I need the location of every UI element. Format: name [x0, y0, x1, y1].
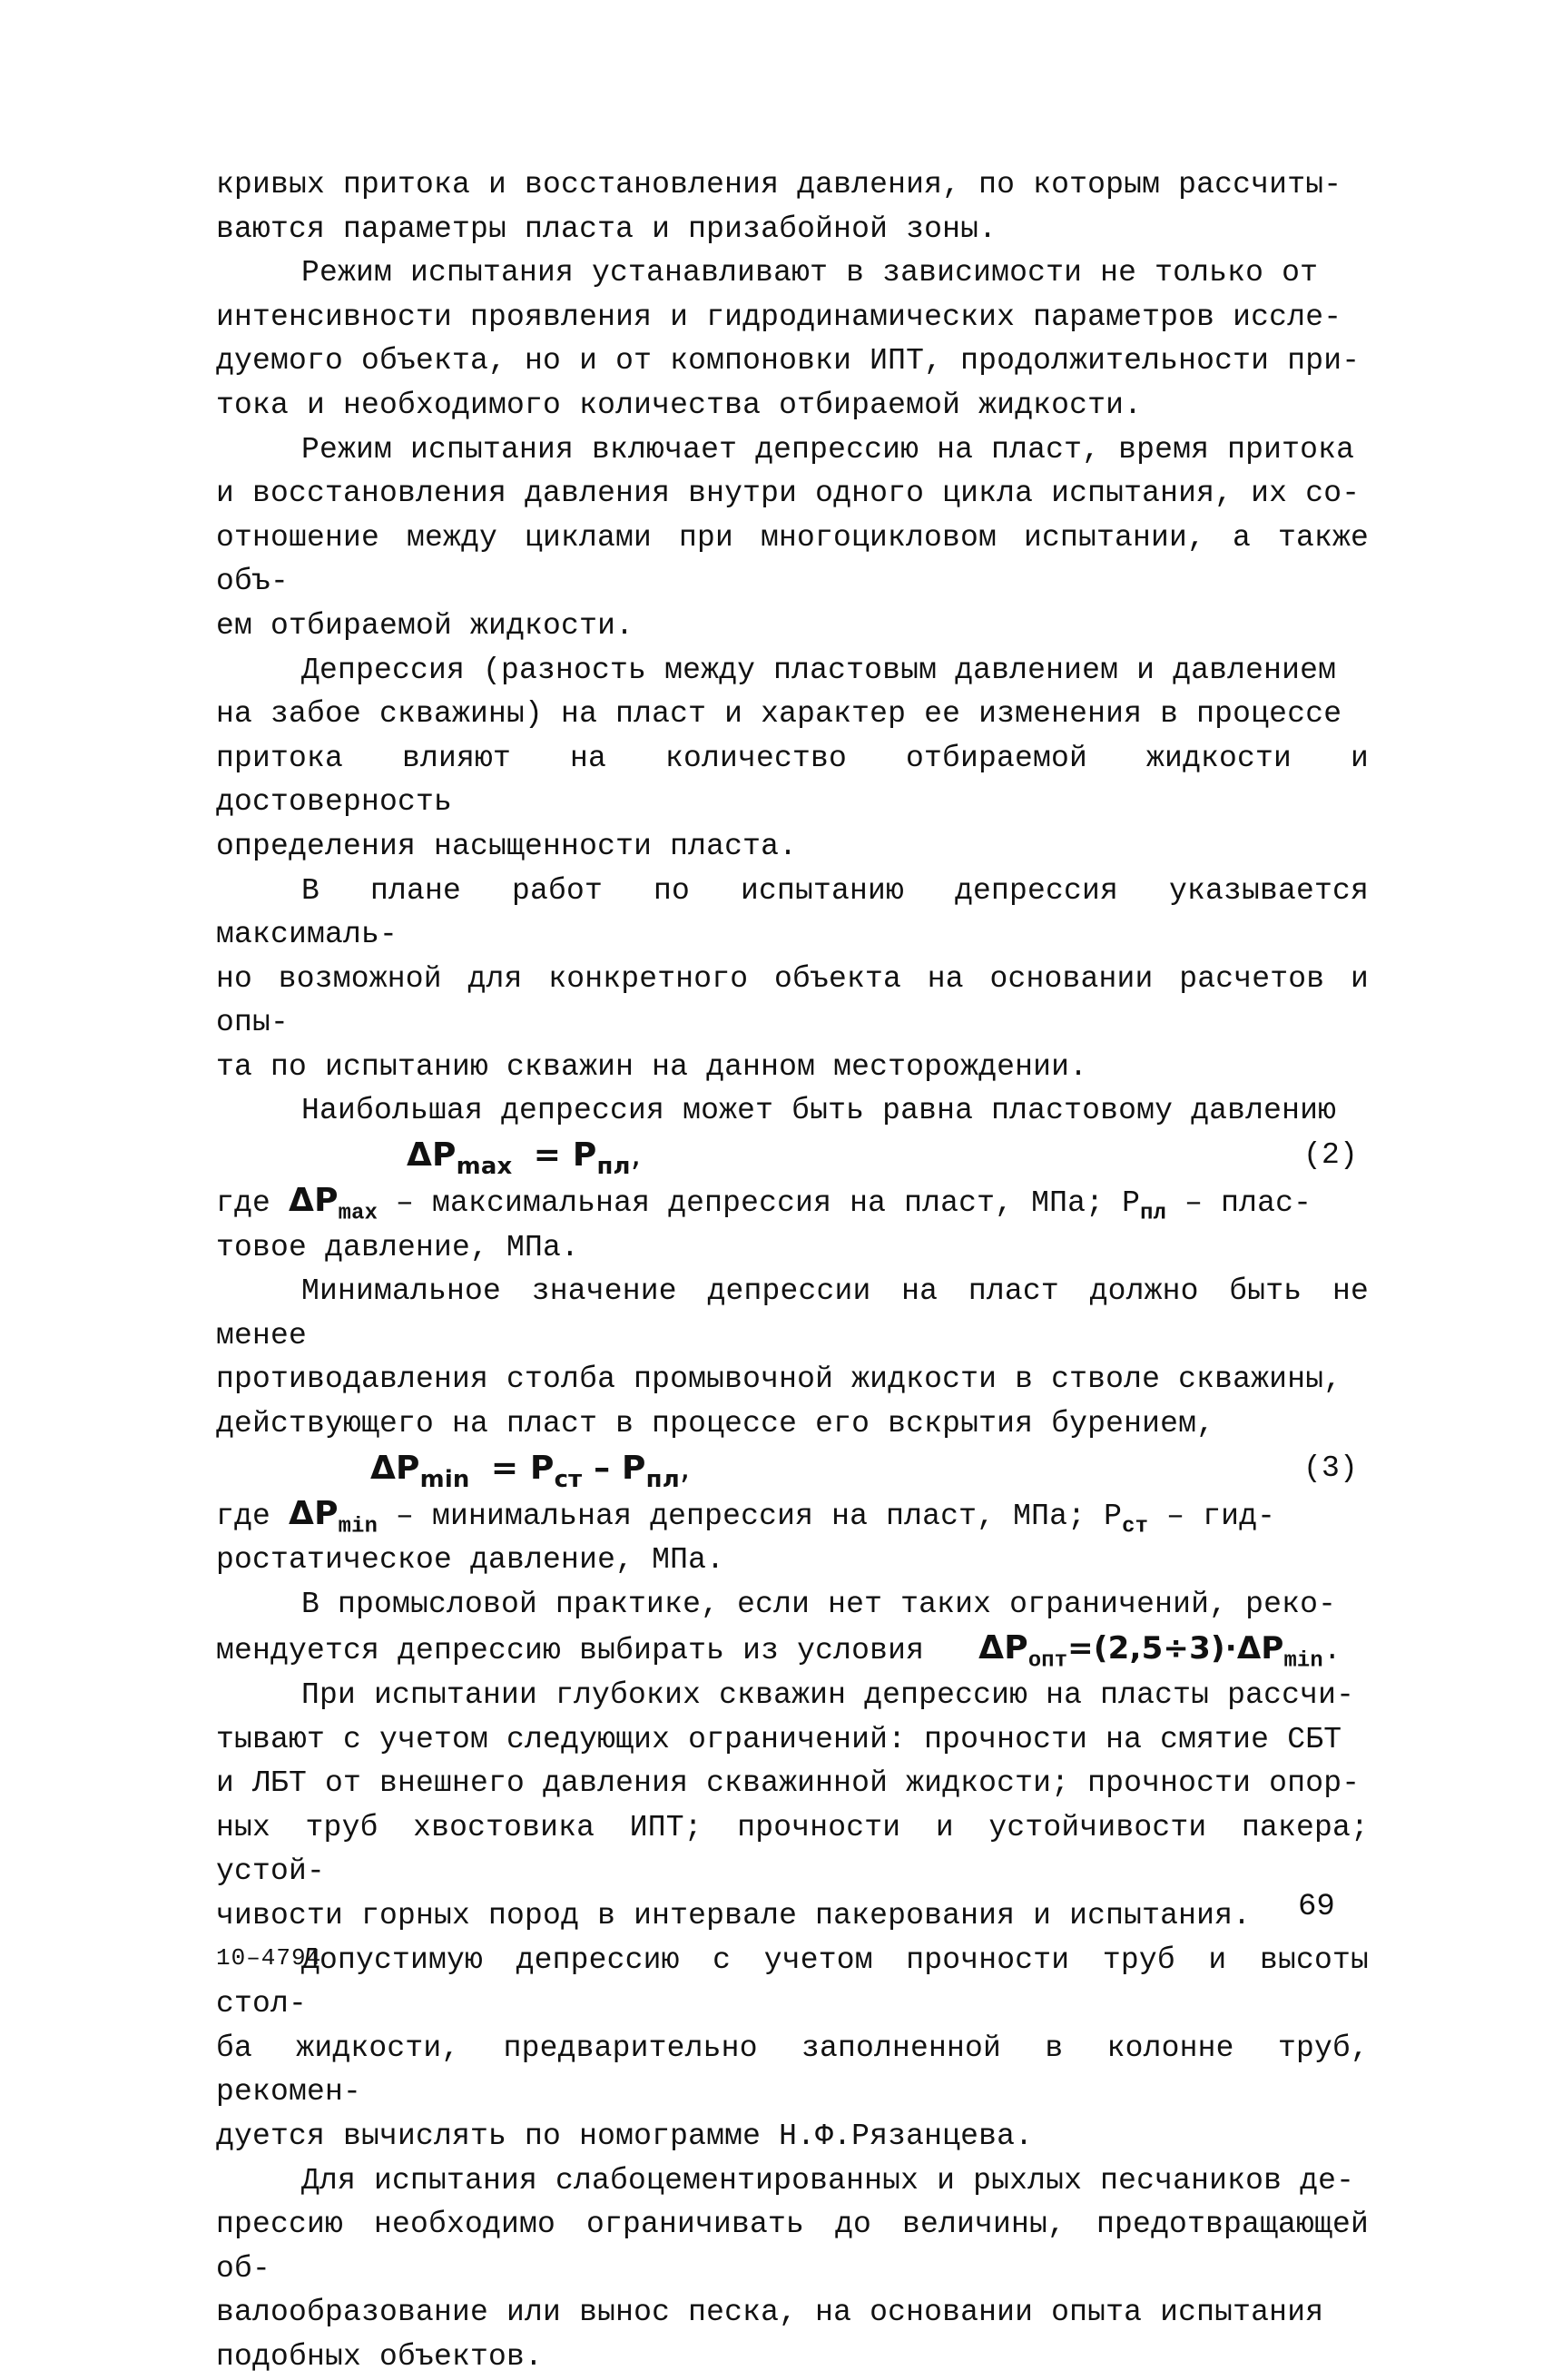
text-line: Допустимую депрессию с учетом прочности труб и высоты стол-: [216, 1942, 1369, 2021]
text-line: ных труб хвостовика ИПТ; прочности и устойчивости пакера; устой-: [216, 1810, 1369, 1889]
text-line: валообразование или вынос песка, на основании опыта испытания: [216, 2296, 1324, 2330]
text-line: Минимальное значение депрессии на пласт должно быть не менее: [216, 1274, 1369, 1352]
paragraph-6: [216, 1089, 1369, 1134]
paragraph-2: [216, 251, 1369, 428]
text-line: ростатическое давление, МПа.: [216, 1543, 725, 1578]
paragraph-3: [216, 428, 1369, 649]
text-line: кривых притока и восстановления давления, по которым рассчиты-: [216, 168, 1342, 202]
text-line: отношение между циклами при многоцикловом испытании, а также объ-: [216, 520, 1369, 599]
text-line: ба жидкости, предварительно заполненной в колонне труб, рекомен-: [216, 2031, 1369, 2110]
equation-number: (2): [1302, 1138, 1358, 1173]
body-text: [216, 163, 1369, 2380]
text-line: ем отбираемой жидкости.: [216, 608, 634, 643]
text-line: ваются параметры пласта и призабойной зоны.: [216, 211, 998, 246]
where-clause-2: где $\Delta P_{max}$ – максимальная депрессия на пласт, МПа; $P_{пл}$ – плас- товое давление, МПа.: [216, 1179, 1369, 1270]
text-line: товое давление, МПа.: [216, 1230, 580, 1264]
paragraph-5: [216, 870, 1369, 1090]
text-line: Депрессия (разность между пластовым давлением и давлением: [301, 653, 1337, 687]
text-line: на забое скважины) на пласт и характер ее изменения в процессе: [216, 697, 1342, 732]
text-line: дуемого объекта, но и от компоновки ИПТ, продолжительности при-: [216, 344, 1361, 379]
text-line: Режим испытания включает депрессию на пласт, время притока: [301, 432, 1355, 467]
text-line: действующего на пласт в процессе его вскрытия бурением,: [216, 1407, 1215, 1441]
text-line: но возможной для конкретного объекта на основании расчетов и опы-: [216, 961, 1369, 1040]
text-line: та по испытанию скважин на данном месторождении.: [216, 1049, 1088, 1084]
text-line: Наибольшая депрессия может быть равна пластовому давлению: [301, 1094, 1337, 1128]
text-line: и восстановления давления внутри одного цикла испытания, их со-: [216, 477, 1361, 511]
text-line: мендуется депрессию выбирать из условия $\Delta P_{опт}=(2,5\div 3)\cdot\Delta P_{min}$.: [216, 1629, 1342, 1674]
page-number: 69: [1298, 1890, 1335, 1924]
paragraph-7: [216, 1270, 1369, 1446]
paragraph-1: [216, 163, 1369, 251]
paragraph-9: [216, 1674, 1369, 1939]
text-line: интенсивности проявления и гидродинамических параметров иссле-: [216, 300, 1342, 334]
paragraph-10: [216, 1939, 1369, 2159]
text-line: тывают с учетом следующих ограничений: прочности на смятие СБТ: [216, 1722, 1342, 1756]
formula-expression: $\Delta P_{max} = P_{пл}$,: [407, 1136, 642, 1181]
where-clause-3: где $\Delta P_{min}$ – минимальная депрессия на пласт, МПа; $P_{ст} - гид-$ ростатическое давление, МПа.: [216, 1492, 1369, 1583]
equation-number: (3): [1302, 1451, 1358, 1485]
text-line: определения насыщенности пласта.: [216, 829, 798, 863]
paragraph-11: [216, 2159, 1369, 2380]
text-line: При испытании глубоких скважин депрессию на пласты рассчи-: [301, 1678, 1355, 1712]
formula-expression: $\Delta P_{min} = P_{ст} - P_{пл}$,: [370, 1449, 691, 1493]
text-line: тока и необходимого количества отбираемой жидкости.: [216, 388, 1143, 422]
formula-2: [216, 1134, 1369, 1179]
text-line: Для испытания слабоцементированных и рыхлых песчаников де-: [301, 2163, 1355, 2198]
text-line: Режим испытания устанавливают в зависимости не только от: [301, 256, 1319, 290]
paragraph-8: [216, 1583, 1369, 1674]
text-line: В промысловой практике, если нет таких ограничений, реко-: [301, 1587, 1337, 1621]
text-line: дуется вычислять по номограмме Н.Ф.Рязанцева.: [216, 2119, 1034, 2153]
text-line: противодавления столба промывочной жидкости в стволе скважины,: [216, 1362, 1342, 1397]
formula-3: [216, 1447, 1369, 1492]
text-line: прессию необходимо ограничивать до величины, предотвращающей об-: [216, 2208, 1369, 2286]
text-line: В плане работ по испытанию депрессия указывается максималь-: [216, 873, 1369, 952]
document-code: 10–4794: [216, 1944, 322, 1972]
paragraph-4: [216, 649, 1369, 870]
text-line: и ЛБТ от внешнего давления скважинной жидкости; прочности опор-: [216, 1766, 1361, 1801]
text-line: подобных объектов.: [216, 2339, 544, 2374]
text-line: притока влияют на количество отбираемой жидкости и достоверность: [216, 741, 1369, 820]
text-line: чивости горных пород в интервале пакерования и испытания.: [216, 1898, 1252, 1933]
